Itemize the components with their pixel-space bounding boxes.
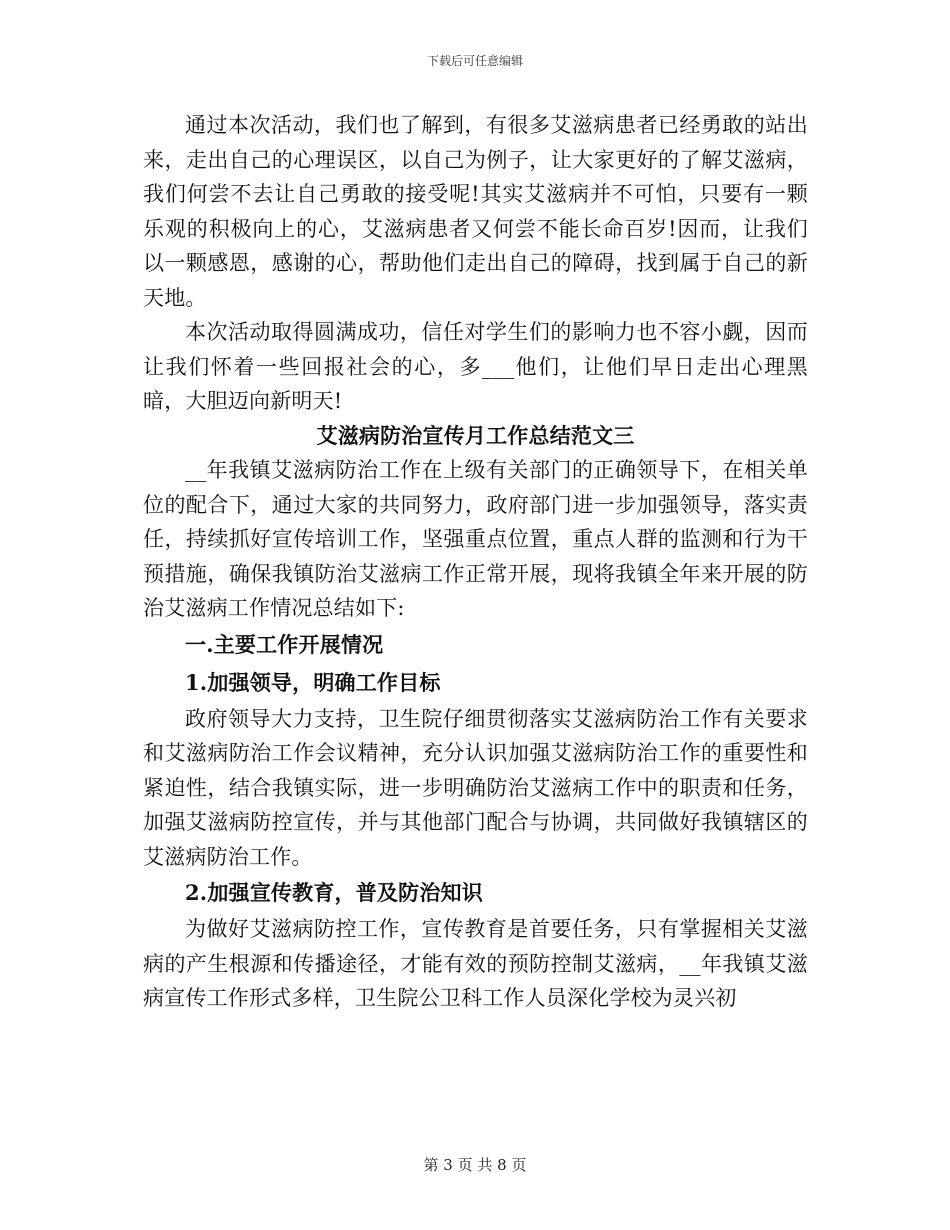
page-header: 下载后可任意编辑	[426, 54, 523, 68]
page-number: 第 3 页 共 8 页	[423, 1156, 527, 1174]
heading-strengthen-leadership: 1.加强领导，明确工作目标	[185, 669, 441, 695]
document-body	[143, 108, 808, 1016]
heading-main-work: 一.主要工作开展情况	[185, 631, 384, 657]
section-title: 艾滋病防治宣传月工作总结范文三	[316, 422, 635, 448]
paragraph-intro: __年我镇艾滋病防治工作在上级有关部门的正确领导下，在相关单位的配合下，通过大家的共同努力，政府部门进一步加强领导，落实责任，持续抓好宣传培训工作，坚强重点位置，重点人群的监测和行为干预措施，确保我镇防治艾滋病工作正常开展，现将我镇全年来开展的防治艾滋病工作情况总结如下:	[143, 458, 808, 620]
heading-publicity-education: 2.加强宣传教育，普及防治知识	[185, 880, 483, 905]
paragraph-activity-reflection: 通过本次活动，我们也了解到，有很多艾滋病患者已经勇敢的站出来，走出自己的心理误区，以自己为例子，让大家更好的了解艾滋病，我们何尝不去让自己勇敢的接受呢!其实艾滋病并不可怕，只要有一颗乐观的积极向上的心，艾滋病患者又何尝不能长命百岁!因而，让我们以一颗感恩，感谢的心，帮助他们走出自己的障碍，找到属于自己的新天地。	[143, 113, 808, 310]
paragraph-leadership: 政府领导大力支持，卫生院仔细贯彻落实艾滋病防治工作有关要求和艾滋病防治工作会议精神，充分认识加强艾滋病防治工作的重要性和紧迫性，结合我镇实际，进一步明确防治艾滋病工作中的职责和任务，加强艾滋病防控宣传，并与其他部门配合与协调，共同做好我镇辖区的艾滋病防治工作。	[143, 706, 808, 869]
paragraph-publicity: 为做好艾滋病防控工作，宣传教育是首要任务，只有掌握相关艾滋病的产生根源和传播途径，才能有效的预防控制艾滋病，__年我镇艾滋病宣传工作形式多样，卫生院公卫科工作人员深化学校为灵兴初	[143, 917, 808, 1010]
paragraph-activity-success: 本次活动取得圆满成功，信任对学生们的影响力也不容小觑，因而让我们怀着一些回报社会的心，多___他们，让他们早日走出心理黑暗，大胆迈向新明天!	[143, 320, 808, 413]
